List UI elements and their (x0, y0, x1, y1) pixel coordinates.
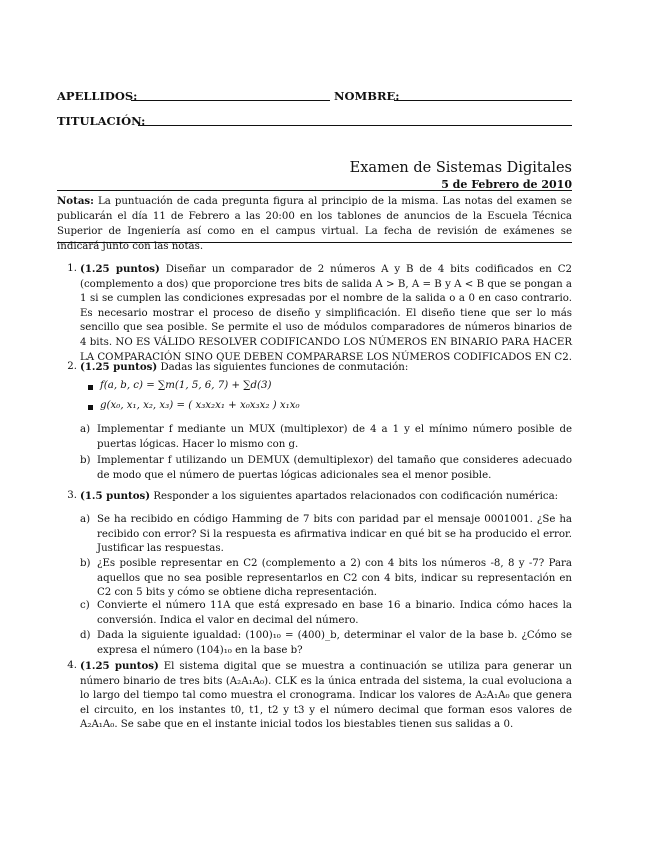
item-text: Implementar f mediante un MUX (multiplexor) de 4 a 1 y el mínimo número posible de puertas lógicas. Hacer lo mismo con g. (97, 424, 572, 450)
item-label: b) (80, 455, 91, 466)
item-label: c) (80, 600, 90, 611)
question-number: 1. (67, 263, 77, 274)
notes-text: La puntuación de cada pregunta figura al principio de la misma. Las notas del examen se publicarán el día 11 de Febrero a las 20:00 en los tablones de anuncios de la Escuela Técnica Superior de Ingeniería así como en el campus virtual. La fecha de revisión de exámenes se indicará junto con las notas. (57, 196, 572, 252)
item-label: b) (80, 558, 91, 569)
divider-bottom (57, 242, 572, 243)
notes-block (57, 194, 572, 254)
question-number: 2. (67, 361, 77, 372)
question-text: Diseñar un comparador de 2 números A y B de 4 bits codificados en C2 (complemento a dos) que proporcione tres bits de salida A > B, A = B y A < B que se pongan a 1 si se cumplen las condiciones expresadas por el nombre de la salida o a 0 en caso contrario. Es necesario mostrar el proceso de diseño y simplificación. El diseño tiene que ser lo más sencillo que sea posible. Se permite el uso de módulos comparadores de números binarios de 4 bits. NO ES VÁLIDO RESOLVER CODIFICANDO LOS NÚMEROS EN BINARIO PARA HACER LA COMPARACIÓN SINO QUE DEBEN COMPARARSE LOS NÚMEROS CODIFICADOS EN C2. (80, 264, 572, 363)
question-2 (57, 360, 572, 485)
item-text: Se ha recibido en código Hamming de 7 bits con paridad par el mensaje 0001001. ¿Se ha recibido con error? Si la respuesta es afirmativa indicar en qué bit se ha producido el error. Justificar las respuestas. (97, 514, 572, 555)
titulacion-field[interactable] (138, 125, 572, 126)
item-text: Convierte el número 11A que está expresado en base 16 a binario. Indica cómo haces la conversión. Indica el valor en decimal del número. (97, 600, 572, 626)
question-number: 3. (67, 490, 77, 501)
nombre-field[interactable] (394, 100, 572, 101)
bullet-icon (88, 385, 93, 390)
question-points: (1.25 puntos) (80, 263, 160, 275)
item-text: Dada la siguiente igualdad: (100)₁₀ = (400)_b, determinar el valor de la base b. ¿Cómo se expresa el número (104)₁₀ en la base b? (97, 630, 572, 656)
nombre-label: NOMBRE: (334, 89, 400, 103)
question-4 (57, 659, 572, 734)
question-points: (1.25 puntos) (80, 361, 158, 373)
question-points: (1.5 puntos) (80, 490, 151, 502)
question-text: Responder a los siguientes apartados relacionados con codificación numérica: (153, 491, 559, 502)
divider-top (57, 190, 572, 191)
item-text: Implementar f utilizando un DEMUX (demultiplexor) del tamaño que consideres adecuado de modo que el número de puertas lógicas adicionales sea el menor posible. (97, 455, 572, 481)
question-text: El sistema digital que se muestra a continuación se utiliza para generar un número binario de tres bits (A₂A₁A₀). CLK es la única entrada del sistema, la cual evoluciona a lo largo del tiempo tal como muestra el cronograma. Indicar los valores de A₂A₁A₀ que genera el circuito, en los instantes t0, t1, t2 y t3 y el número decimal que forman esos valores de A₂A₁A₀. Se sabe que en el instante inicial todos los biestables tienen sus salidas a 0. (80, 661, 572, 731)
notes-label: Notas: (57, 195, 94, 207)
item-text: ¿Es posible representar en C2 (complemento a 2) con 4 bits los números -8, 8 y -7? Para aquellos que no sea posible representarlos en C2 con 4 bits, indicar su representación en C2 con 5 bits y cómo se obtiene dicha representación. (97, 558, 572, 599)
function-f: f(a, b, c) = ∑m(1, 5, 6, 7) + ∑d(3) (100, 380, 272, 391)
question-text: Dadas las siguientes funciones de conmutación: (160, 362, 409, 373)
question-points: (1.25 puntos) (80, 660, 159, 672)
exam-date: 5 de Febrero de 2010 (441, 178, 572, 191)
apellidos-label: APELLIDOS: (57, 89, 138, 103)
apellidos-field[interactable] (131, 100, 330, 101)
exam-title: Examen de Sistemas Digitales (349, 160, 572, 176)
question-1 (57, 262, 572, 363)
question-number: 4. (67, 660, 77, 671)
question-3 (57, 489, 572, 659)
item-label: d) (80, 630, 91, 641)
bullet-icon (88, 405, 93, 410)
item-label: a) (80, 514, 91, 525)
titulacion-label: TITULACIÓN: (57, 114, 146, 128)
function-g: g(x₀, x₁, x₂, x₃) = ( x₃x₂x₁ + x₀x₃x₂ ) x₁x₀ (100, 400, 300, 411)
item-label: a) (80, 424, 91, 435)
